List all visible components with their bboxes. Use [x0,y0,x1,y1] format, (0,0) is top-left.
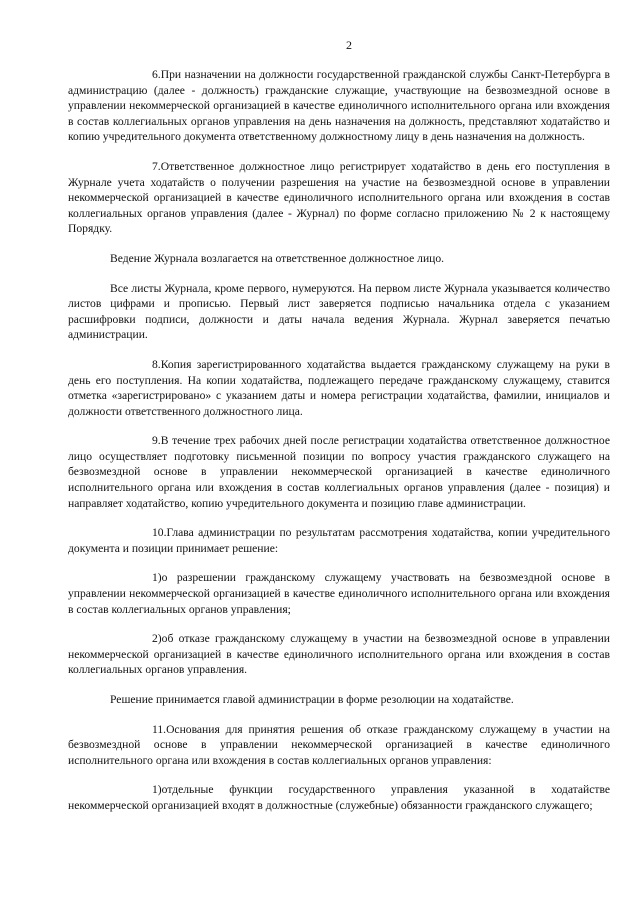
paragraph-number: 8. [152,357,161,371]
paragraph-6 [68,67,610,145]
paragraph-number: 6. [152,68,161,81]
paragraph-11-item-1 [68,782,610,813]
paragraph-text: Основания для принятия решения об отказе гражданскому служащему в участии на безвозмездной основе в управлении некоммерческой организацией в качестве единоличного исполнительного органа или вхождения в состав коллегиальных органов управления: [68,722,610,767]
paragraph-10 [68,525,610,556]
paragraph-9 [68,433,610,511]
paragraph-number: 10. [152,526,167,540]
paragraph-text: При назначении на должности государственной гражданской службы Санкт-Петербурга в администрацию (далее - должность) гражданские служащие, участвующие на безвозмездной основе в управлении некоммерческой организацией в качестве единоличного исполнительного органа или вхождения в состав коллегиальных органов управления на день назначения на должность, представляют ходатайство и копию учредительного документа ответственному должностному лицу в день назначения на должность. [68,68,610,144]
paragraph-8 [68,357,610,419]
paragraph-journal-sheets [68,281,610,343]
paragraph-resolution [68,692,610,708]
paragraph-10-item-2 [68,631,610,678]
paragraph-number: 7. [152,159,161,173]
paragraph-text: Решение принимается главой администрации в форме резолюции на ходатайстве. [110,693,514,706]
paragraph-text: В течение трех рабочих дней после регистрации ходатайства ответственное должностное лицо осуществляет подготовку письменной позиции по вопросу участия гражданского служащего на безвозмездной основе в управлении некоммерческой организацией в качестве единоличного исполнительного органа или вхождения в состав коллегиальных органов управления (далее - позиция) и направляет ходатайство, копию учредительного документа и позицию главе администрации. [68,434,610,510]
paragraph-text: отдельные функции государственного управления указанной в ходатайстве некоммерческой организацией входят в должностные (служебные) обязанности гражданского служащего; [68,783,610,812]
page-number: 2 [346,38,352,52]
paragraph-text: Копия зарегистрированного ходатайства выдается гражданскому служащему на руки в день его поступления. На копии ходатайства, подлежащего передаче гражданскому служащему, ставится отметка «зарегистрировано» с указанием даты и номера регистрации ходатайства, фамилии, инициалов и должности ответственного должностного лица. [68,357,610,418]
paragraph-7 [68,159,610,237]
paragraph-number: 1) [152,783,162,797]
paragraph-journal-duty [68,251,610,267]
paragraph-text: Глава администрации по результатам рассмотрения ходатайства, копии учредительного документа и позиции принимает решение: [68,526,610,555]
paragraph-text: Ведение Журнала возлагается на ответственное должностное лицо. [110,251,445,265]
paragraph-11 [68,722,610,769]
paragraph-number: 1) [152,571,162,585]
paragraph-text: Все листы Журнала, кроме первого, нумеруются. На первом листе Журнала указывается количество листов цифрами и прописью. Первый лист заверяется подписью начальника отдела с указанием расшифровки подписи, должности и даты начала ведения Журнала. Журнал заверяется печатью администрации. [68,281,610,342]
paragraph-text: Ответственное должностное лицо регистрирует ходатайство в день его поступления в Журнале учета ходатайств о получении разрешения на участие на безвозмездной основе в управлении некоммерческой организацией в качестве единоличного исполнительного органа или вхождения в состав коллегиальных органов управления (далее - Журнал) по форме согласно приложению № 2 к настоящему Порядку. [68,159,610,236]
paragraph-text: об отказе гражданскому служащему в участии на безвозмездной основе в управлении некоммерческой организацией в качестве единоличного исполнительного органа или вхождения в состав коллегиальных органов управления. [68,632,610,677]
paragraph-number: 2) [152,632,162,646]
paragraph-number: 11. [152,722,167,736]
paragraph-text: о разрешении гражданскому служащему участвовать на безвозмездной основе в управлении некоммерческой организацией в качестве единоличного исполнительного органа или вхождения в состав коллегиальных органов управления; [68,571,610,616]
paragraph-10-item-1 [68,570,610,617]
paragraph-number: 9. [152,434,161,448]
